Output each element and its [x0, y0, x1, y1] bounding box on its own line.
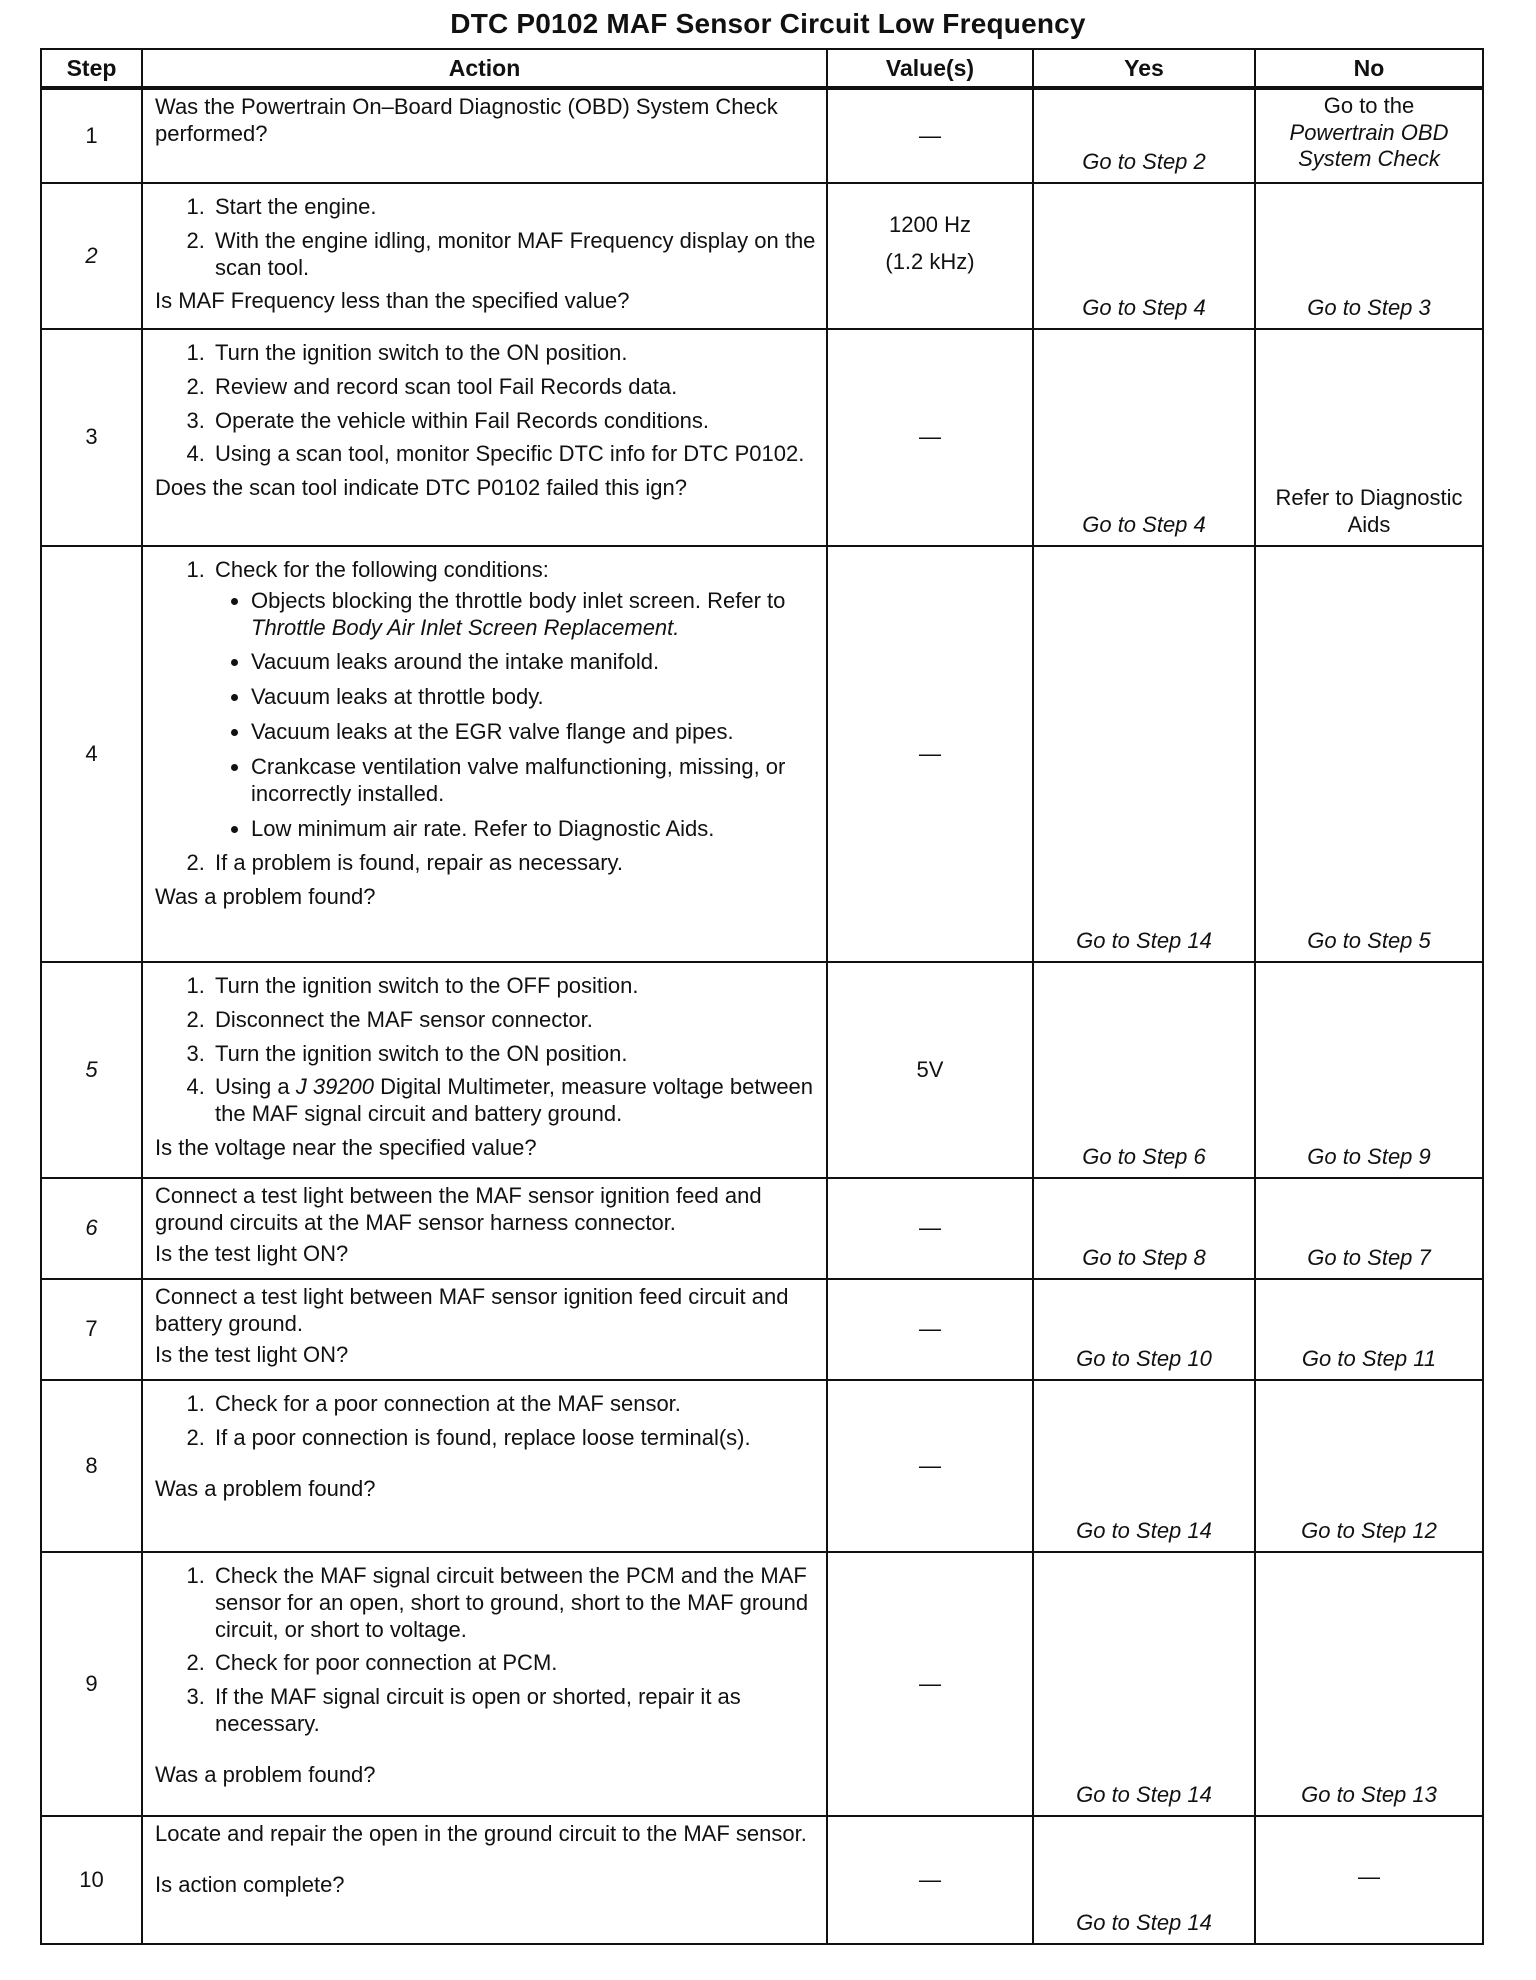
action-steps — [155, 194, 816, 281]
action-step: 2. With the engine idling, monitor MAF Frequency display on the scan tool. — [211, 228, 816, 282]
table-header-row — [41, 49, 1483, 88]
step-number: 8 — [41, 1380, 142, 1552]
step-number: 3 — [41, 329, 142, 546]
no-cell: Go to Step 9 — [1255, 962, 1483, 1178]
step-number: 4 — [41, 546, 142, 962]
step-number: 9 — [41, 1552, 142, 1816]
question-text: Is MAF Frequency less than the specified value? — [155, 288, 630, 314]
action-step-text: Digital Multimeter, measure voltage between the MAF signal circuit and battery ground. — [215, 1074, 814, 1127]
table-row — [41, 962, 1483, 1178]
no-reference: Powertrain OBD System Check — [1289, 119, 1449, 172]
action-text: Connect a test light between MAF sensor ignition feed circuit and battery ground. — [155, 1284, 789, 1336]
table-row — [41, 329, 1483, 546]
yes-cell: Go to Step 14 — [1033, 1380, 1255, 1552]
yes-cell: Go to Step 4 — [1033, 329, 1255, 546]
yes-cell: Go to Step 8 — [1033, 1178, 1255, 1279]
value-cell: — — [827, 1279, 1033, 1380]
yes-cell: Go to Step 14 — [1033, 546, 1255, 962]
value-line: 1200 Hz — [889, 212, 971, 237]
action-step: 2. If a poor connection is found, replace loose terminal(s). — [211, 1425, 816, 1452]
action-step: 3. If the MAF signal circuit is open or shorted, repair it as necessary. — [211, 1684, 816, 1738]
value-cell: 5V — [827, 962, 1033, 1178]
action-text: Connect a test light between the MAF sensor ignition feed and ground circuits at the MAF sensor harness connector. — [155, 1183, 762, 1235]
table-row — [41, 1279, 1483, 1380]
step-number: 10 — [41, 1816, 142, 1944]
action-step: 1. Start the engine. — [211, 194, 816, 221]
action-cell — [142, 1279, 827, 1380]
action-step: 2. If a problem is found, repair as necessary. — [211, 850, 816, 877]
action-step: 2. Check for poor connection at PCM. — [211, 1650, 816, 1677]
step-number: 7 — [41, 1279, 142, 1380]
action-steps — [155, 973, 816, 1128]
column-header-action: Action — [142, 49, 827, 88]
step-number: 6 — [41, 1178, 142, 1279]
column-header-no: No — [1255, 49, 1483, 88]
yes-cell: Go to Step 10 — [1033, 1279, 1255, 1380]
condition-item: • Crankcase ventilation valve malfunctioning, missing, or incorrectly installed. — [251, 754, 816, 808]
column-header-yes: Yes — [1033, 49, 1255, 88]
action-cell — [142, 1552, 827, 1816]
table-row — [41, 183, 1483, 329]
no-cell: Go to Step 7 — [1255, 1178, 1483, 1279]
column-header-values: Value(s) — [827, 49, 1033, 88]
no-cell: Go to Step 13 — [1255, 1552, 1483, 1816]
no-cell: Go to Step 12 — [1255, 1380, 1483, 1552]
action-step: 1. Turn the ignition switch to the OFF position. — [211, 973, 816, 1000]
no-cell: Go to Step 5 — [1255, 546, 1483, 962]
table-row — [41, 1552, 1483, 1816]
value-cell: — — [827, 1816, 1033, 1944]
table-row — [41, 1816, 1483, 1944]
yes-cell: Go to Step 14 — [1033, 1552, 1255, 1816]
yes-cell: Go to Step 6 — [1033, 962, 1255, 1178]
action-steps — [155, 1563, 816, 1738]
question-text: Was a problem found? — [155, 1761, 376, 1787]
action-steps — [155, 1391, 816, 1452]
value-cell: — — [827, 546, 1033, 962]
action-step — [211, 1074, 816, 1128]
diagnostic-table — [40, 48, 1484, 1945]
no-text: Go to the — [1323, 92, 1415, 118]
condition-list — [215, 588, 816, 843]
procedure-reference: Throttle Body Air Inlet Screen Replacement. — [251, 614, 680, 640]
action-steps — [155, 340, 816, 468]
action-cell — [142, 1380, 827, 1552]
action-step: 3. Turn the ignition switch to the ON position. — [211, 1041, 816, 1068]
condition-item: • Low minimum air rate. Refer to Diagnostic Aids. — [251, 816, 816, 843]
value-cell: — — [827, 1380, 1033, 1552]
value-cell: — — [827, 88, 1033, 183]
action-step: 2. Review and record scan tool Fail Records data. — [211, 374, 816, 401]
step-number: 2 — [41, 183, 142, 329]
action-cell — [142, 962, 827, 1178]
action-step — [211, 557, 816, 842]
question-text: Is the voltage near the specified value? — [155, 1135, 537, 1161]
action-cell — [142, 1816, 827, 1944]
no-text: Refer to Diagnostic Aids — [1275, 485, 1463, 538]
step-number: 5 — [41, 962, 142, 1178]
value-cell — [827, 183, 1033, 329]
action-step: 2. Disconnect the MAF sensor connector. — [211, 1007, 816, 1034]
table-row — [41, 1380, 1483, 1552]
table-row — [41, 88, 1483, 183]
action-cell — [142, 1178, 827, 1279]
question-text: Does the scan tool indicate DTC P0102 failed this ign? — [155, 475, 687, 501]
action-step: 4. Using a scan tool, monitor Specific DTC info for DTC P0102. — [211, 441, 816, 468]
action-cell — [142, 88, 827, 183]
action-step-text: Check for the following conditions: — [215, 557, 549, 582]
condition-item: • Vacuum leaks at the EGR valve flange and pipes. — [251, 719, 816, 746]
yes-cell: Go to Step 2 — [1033, 88, 1255, 183]
action-step: 1. Check for a poor connection at the MAF sensor. — [211, 1391, 816, 1418]
condition-item: • Vacuum leaks around the intake manifold. — [251, 649, 816, 676]
table-row — [41, 546, 1483, 962]
action-step: 1. Turn the ignition switch to the ON position. — [211, 340, 816, 367]
yes-cell: Go to Step 4 — [1033, 183, 1255, 329]
no-cell: Go to Step 11 — [1255, 1279, 1483, 1380]
tool-reference: J 39200 — [295, 1074, 375, 1100]
table-row — [41, 1178, 1483, 1279]
action-step: 1. Check the MAF signal circuit between the PCM and the MAF sensor for an open, short to ground, short to the MAF ground circuit, or short to voltage. — [211, 1563, 816, 1643]
value-cell: — — [827, 1552, 1033, 1816]
condition-text: Objects blocking the throttle body inlet screen. Refer to — [251, 587, 786, 613]
condition-item — [251, 588, 816, 642]
action-text: Was the Powertrain On–Board Diagnostic (OBD) System Check performed? — [155, 94, 778, 146]
question-text: Was a problem found? — [155, 1475, 376, 1501]
action-cell — [142, 546, 827, 962]
action-text: Locate and repair the open in the ground circuit to the MAF sensor. — [155, 1821, 807, 1846]
value-cell: — — [827, 329, 1033, 546]
no-cell: — — [1255, 1816, 1483, 1944]
value-cell: — — [827, 1178, 1033, 1279]
value-line: (1.2 kHz) — [885, 248, 975, 274]
no-cell — [1255, 329, 1483, 546]
yes-cell: Go to Step 14 — [1033, 1816, 1255, 1944]
page-title: DTC P0102 MAF Sensor Circuit Low Frequency — [450, 8, 1086, 39]
no-cell — [1255, 88, 1483, 183]
question-text: Was a problem found? — [155, 884, 376, 910]
action-step: 3. Operate the vehicle within Fail Records conditions. — [211, 408, 816, 435]
action-steps — [155, 557, 816, 877]
action-step-text: Using a — [215, 1074, 290, 1100]
question-text: Is the test light ON? — [155, 1240, 349, 1266]
no-cell: Go to Step 3 — [1255, 183, 1483, 329]
question-text: Is the test light ON? — [155, 1341, 349, 1367]
condition-item: • Vacuum leaks at throttle body. — [251, 684, 816, 711]
action-cell — [142, 329, 827, 546]
step-number: 1 — [41, 88, 142, 183]
question-text: Is action complete? — [155, 1871, 345, 1897]
action-cell — [142, 183, 827, 329]
column-header-step: Step — [41, 49, 142, 88]
